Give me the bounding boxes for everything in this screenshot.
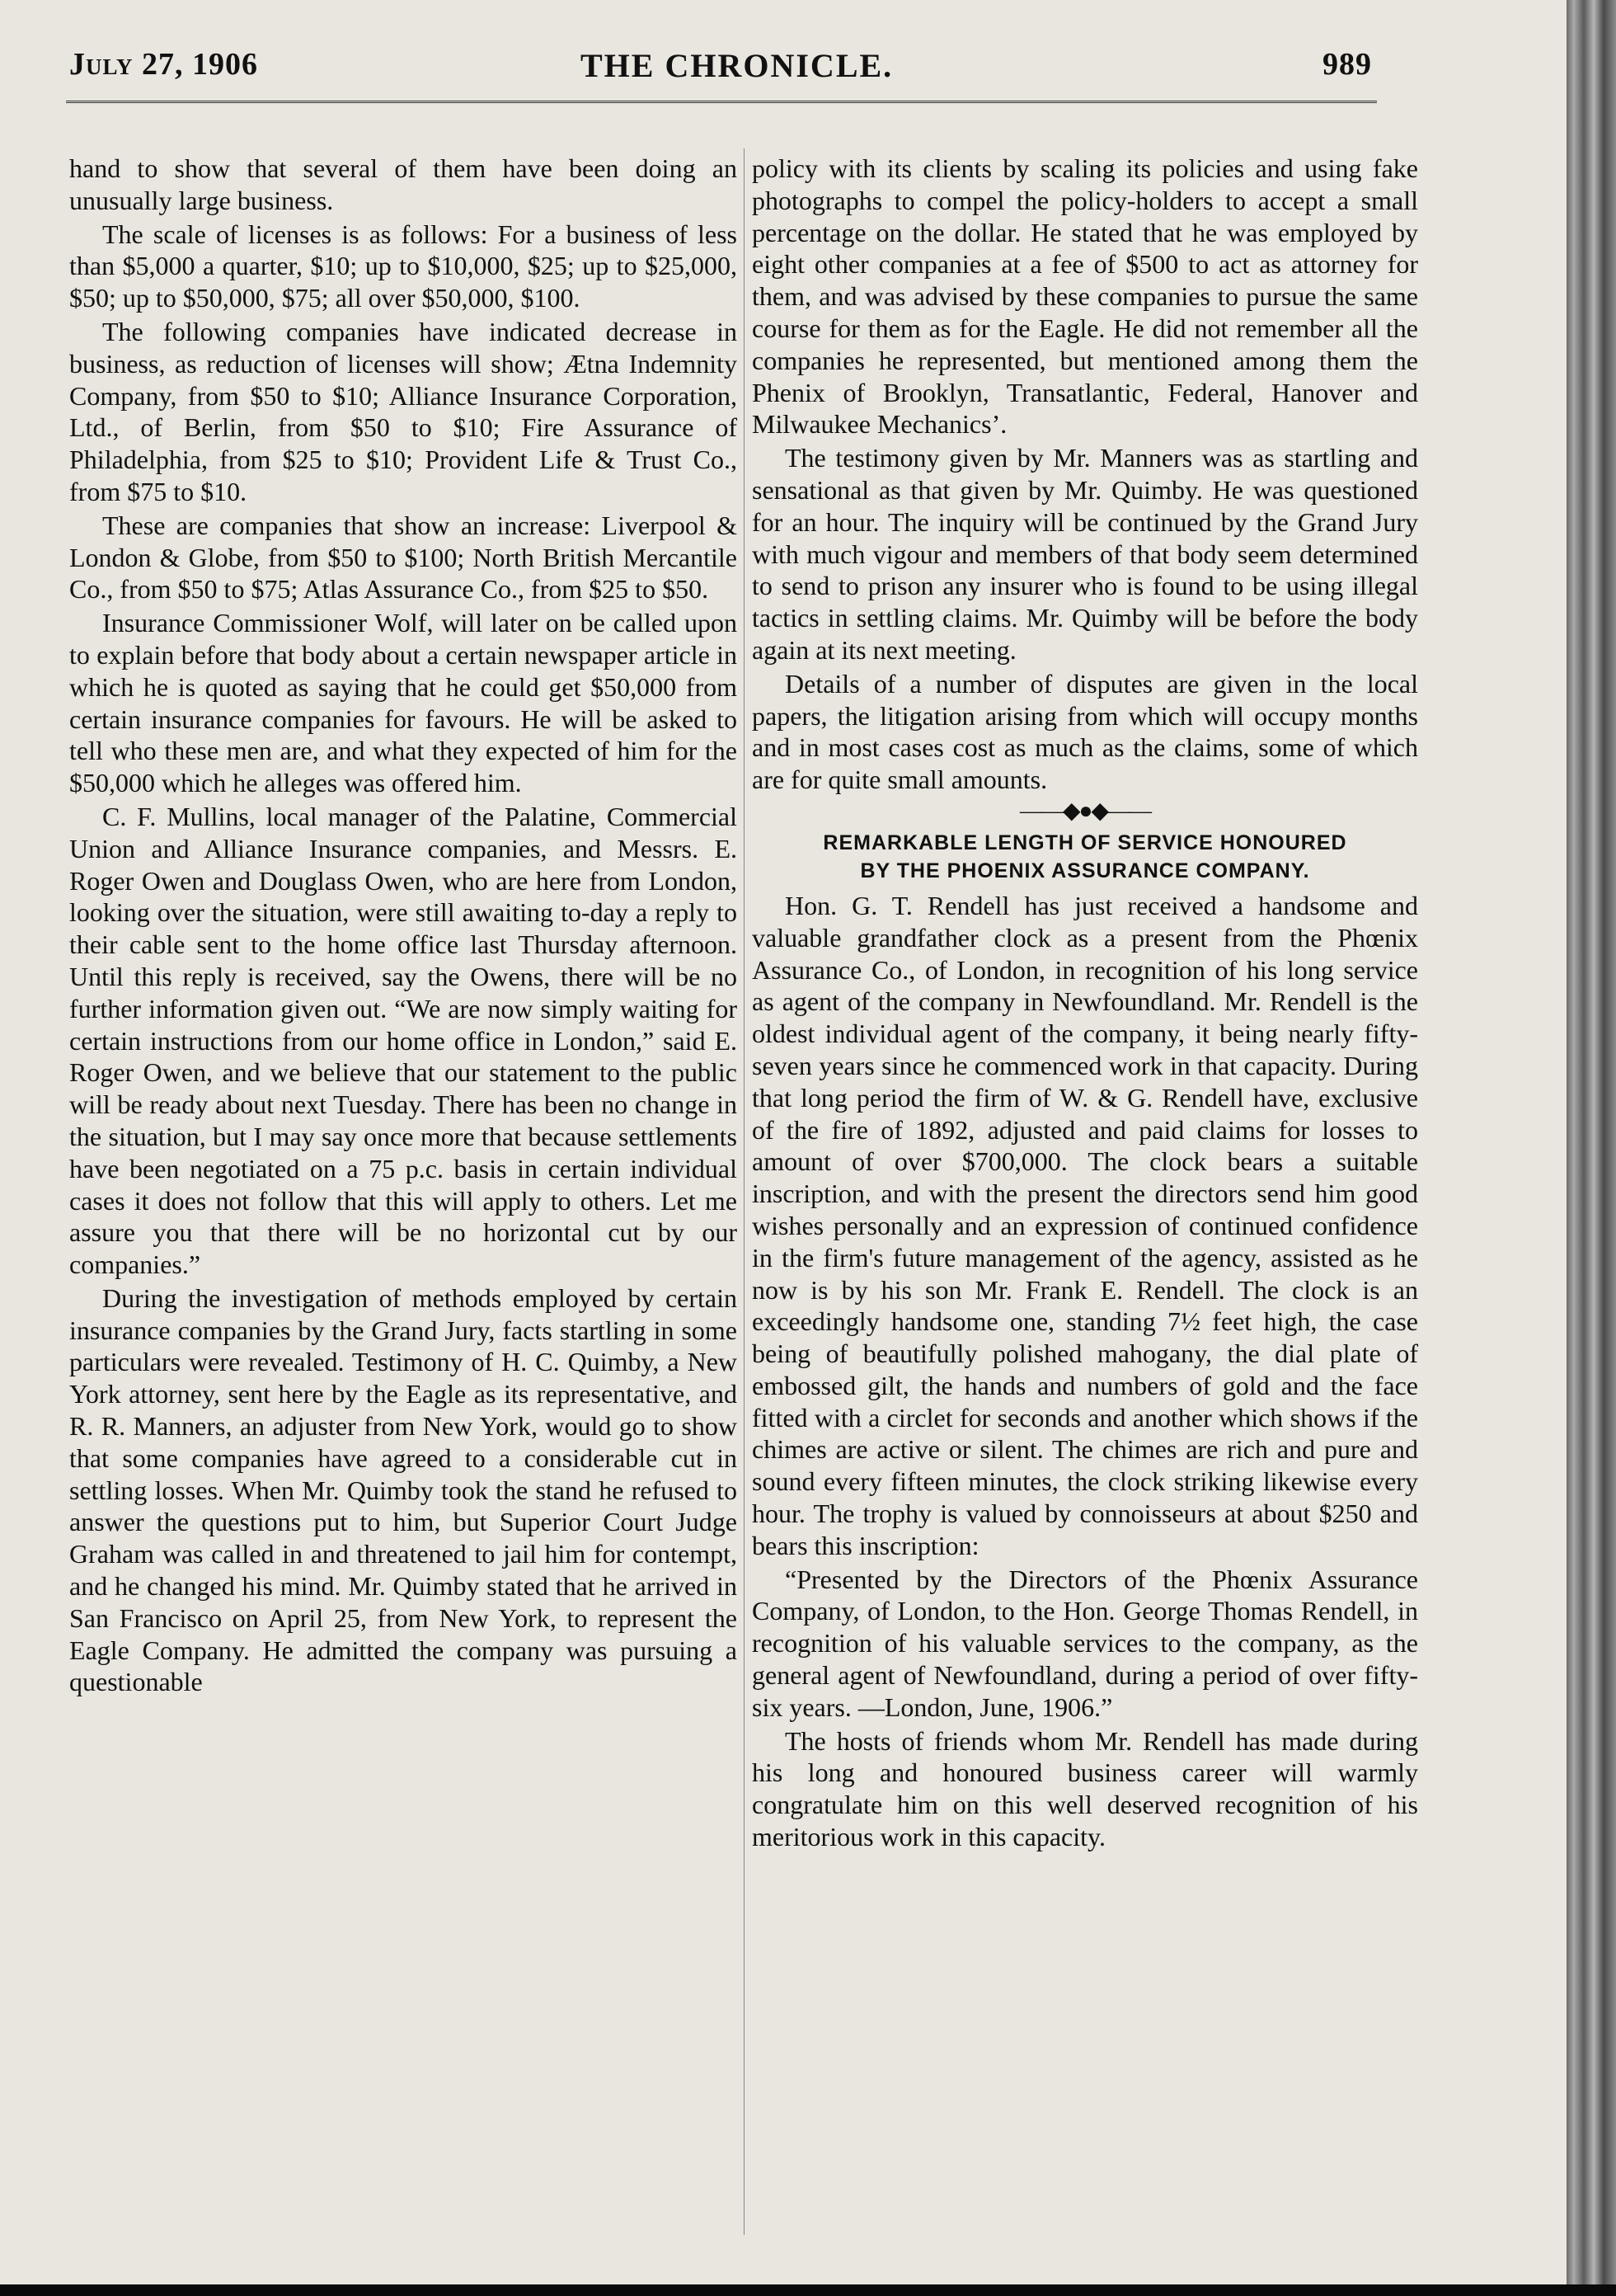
paragraph: policy with its clients by scaling its policies and using fake photographs to compel the policy-holders to accept a small percentage on the dollar. He stated that he was employed by eight other companies at a fee of $500 to act as attorney for them, and was advised by these companies to pursue the same course for them as for the Eagle. He did not remember all the companies he represented, but mentioned among them the Phenix of Brooklyn, Transatlantic, Federal, Hanover and Milwaukee Mechanics’. bbox=[752, 153, 1418, 440]
column-divider bbox=[744, 148, 745, 2235]
paragraph: C. F. Mullins, local manager of the Palatine, Commercial Union and Alliance Insurance companies, and Messrs. E. Roger Owen and Douglass Owen, who are here from London, looking over the situation, were still awaiting to-day a reply to their cable sent to the home office last Thursday afternoon. Until this reply is received, say the Owens, there will be no further information given out. “We are now simply waiting for certain instructions from our home office in London,” said E. Roger Owen, and we believe that our statement to the public will be ready about next Tuesday. There has been no change in the situation, but I may say once more that because settlements have been negotiated on a 75 p.c. basis in certain individual cases it does not follow that this will apply to others. Let me assure you that there will be no horizontal cut by our companies.” bbox=[69, 801, 737, 1280]
paragraph: hand to show that several of them have been doing an unusually large business. bbox=[69, 153, 737, 215]
inscription-quote: “Presented by the Directors of the Phœnix Assurance Company, of London, to the Hon. George Thomas Rendell, in recognition of his valuable services to the company, as the general agent of Newfoundland, during a period of over fifty-six years. —London, June, 1906.” bbox=[752, 1564, 1418, 1722]
headline-line-2: BY THE PHOENIX ASSURANCE COMPANY. bbox=[860, 859, 1310, 882]
article-headline bbox=[752, 829, 1418, 885]
page-number: 989 bbox=[1322, 47, 1372, 82]
paragraph: These are companies that show an increase: Liverpool & London & Globe, from $50 to $100; North British Mercantile Co., from $50 to $75; Atlas Assurance Co., from $25 to $50. bbox=[69, 510, 737, 605]
headline-line-1: REMARKABLE LENGTH OF SERVICE HONOURED bbox=[823, 830, 1347, 854]
scan-bottom-edge bbox=[0, 2284, 1616, 2296]
paragraph: Details of a number of disputes are given in the local papers, the litigation arising from which will occupy months and in most cases cost as much as the claims, some of which are for quite small amounts. bbox=[752, 668, 1418, 795]
issue-date: July 27, 1906 bbox=[69, 47, 259, 82]
book-binding-edge bbox=[1567, 0, 1616, 2296]
right-column bbox=[752, 153, 1418, 1853]
page-header bbox=[69, 46, 1372, 96]
paragraph: The scale of licenses is as follows: For a business of less than $5,000 a quarter, $10; up to $10,000, $25; up to $25,000, $50; up to $50,000, $75; all over $50,000, $100. bbox=[69, 219, 737, 313]
paragraph: The testimony given by Mr. Manners was as startling and sensational as that given by Mr. Quimby. He was questioned for an hour. The inquiry will be continued by the Grand Jury with much vigour and members of that body seem determined to send to prison any insurer who is found to be using illegal tactics in settling claims. Mr. Quimby will be before the body again at its next meeting. bbox=[752, 443, 1418, 665]
paragraph: The following companies have indicated decrease in business, as reduction of licenses will show; Ætna Indemnity Company, from $50 to $10; Alliance Insurance Corporation, Ltd., of Berlin, from $50 to $10; Fire Assurance of Philadelphia, from $25 to $10; Provident Life & Trust Co., from $75 to $10. bbox=[69, 316, 737, 506]
left-column bbox=[69, 153, 737, 1698]
paragraph: During the investigation of methods employed by certain insurance companies by the Grand Jury, facts startling in some particulars were revealed. Testimony of H. C. Quimby, a New York attorney, sent here by the Eagle as its representative, and R. R. Manners, an adjuster from New York, would go to show that some companies have agreed to a considerable cut in settling losses. When Mr. Quimby took the stand he refused to answer the questions put to him, but Superior Court Judge Graham was called in and threatened to jail him for contempt, and he changed his mind. Mr. Quimby stated that he arrived in San Francisco on April 25, from New York, to represent the Eagle Company. He admitted the company was pursuing a questionable bbox=[69, 1282, 737, 1697]
header-rule bbox=[66, 101, 1377, 103]
paragraph: Hon. G. T. Rendell has just received a handsome and valuable grandfather clock as a present from the Phœnix Assurance Co., of London, in recognition of his long service as agent of the company in Newfoundland. Mr. Rendell is the oldest individual agent of the company, it being nearly fifty-seven years since he commenced work in that capacity. During that long period the firm of W. & G. Rendell have, exclusive of the fire of 1892, adjusted and paid claims for losses to amount of over $700,000. The clock bears a suitable inscription, and with the present the directors send him good wishes personally and an expression of continued confidence in the firm's future management of the agency, assisted as he now is by his son Mr. Frank E. Rendell. The clock is an exceedingly handsome one, standing 7½ feet high, the case being of beautifully polished mahogany, the dial plate of embossed gilt, the hands and numbers of gold and the face fitted with a circlet for seconds and another which shows if the chimes are active or silent. The chimes are rich and pure and sound every fifteen minutes, the clock striking likewise every hour. The trophy is valued by connoisseurs at about $250 and bears this inscription: bbox=[752, 890, 1418, 1560]
section-ornament: ——◆●◆—— bbox=[1020, 797, 1150, 824]
paragraph: Insurance Commissioner Wolf, will later on be called upon to explain before that body about a certain newspaper article in which he is quoted as saying that he could get $50,000 from certain insurance companies for favours. He will be asked to tell who these men are, and what they expected of him for the $50,000 which he alleges was offered him. bbox=[69, 608, 737, 798]
publication-title: THE CHRONICLE. bbox=[580, 47, 894, 84]
paragraph: The hosts of friends whom Mr. Rendell has made during his long and honoured business career will warmly congratulate him on this well deserved recognition of his meritorious work in this capacity. bbox=[752, 1725, 1418, 1852]
